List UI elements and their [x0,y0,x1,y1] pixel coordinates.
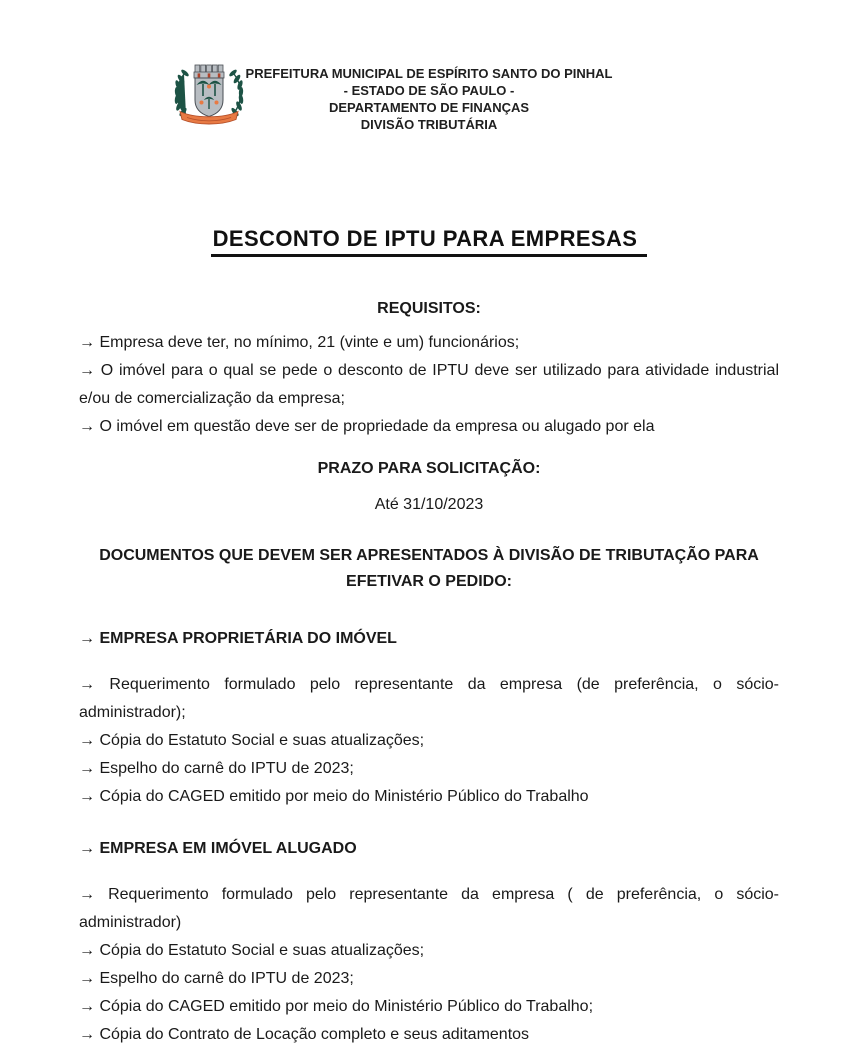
org-line-3: DEPARTAMENTO DE FINANÇAS [328,100,530,115]
document-item: → Cópia do Contrato de Locação completo e seus aditamentos [79,1026,530,1043]
document-header [79,0,779,190]
document-item: → Cópia do CAGED emitido por meio do Ministério Público do Trabalho [79,788,589,805]
document-title: DESCONTO DE IPTU PARA EMPRESAS [211,226,648,257]
subsection-heading-empresa-alugado: → EMPRESA EM IMÓVEL ALUGADO [79,840,357,857]
deadline-value: Até 31/10/2023 [374,496,484,513]
requirement-item: → O imóvel em questão deve ser de propriedade da empresa ou alugado por ela [79,418,655,435]
shield [195,78,223,117]
document-item: → Cópia do Estatuto Social e suas atualizações; [79,732,425,749]
document-item: → Espelho do carnê do IPTU de 2023; [79,760,354,777]
document-item: → Cópia do Estatuto Social e suas atualizações; [79,942,425,959]
document-item: → Espelho do carnê do IPTU de 2023; [79,970,354,987]
document-item: → Requerimento formulado pelo representante da empresa (de preferência, o sócio-administrador); [79,676,779,721]
empresa-proprietaria-list [79,671,779,811]
section-heading-prazo: PRAZO PARA SOLICITAÇÃO: [317,460,541,477]
org-line-2: - ESTADO DE SÃO PAULO - [343,83,515,98]
org-line-1: PREFEITURA MUNICIPAL DE ESPÍRITO SANTO DO PINHAL [245,66,613,81]
document-item: → Requerimento formulado pelo representante da empresa ( de preferência, o sócio-administrador) [79,886,779,931]
org-line-4: DIVISÃO TRIBUTÁRIA [360,117,498,132]
subsection-heading-empresa-proprietaria: → EMPRESA PROPRIETÁRIA DO IMÓVEL [79,630,397,647]
section-heading-requisitos: REQUISITOS: [377,300,481,317]
laurel-left-branch [174,69,190,118]
section-heading-documentos: DOCUMENTOS QUE DEVEM SER APRESENTADOS À DIVISÃO DE TRIBUTAÇÃO PARA EFETIVAR O PEDIDO: [99,547,759,590]
requisitos-list [79,329,779,441]
requirement-item: → Empresa deve ter, no mínimo, 21 (vinte e um) funcionários; [79,334,520,351]
municipal-coat-of-arms-icon [169,62,249,126]
document-item: → Cópia do CAGED emitido por meio do Ministério Público do Trabalho; [79,998,594,1015]
mural-crown [194,65,224,78]
requirement-item: → O imóvel para o qual se pede o desconto de IPTU deve ser utilizado para atividade industrial e/ou de comercialização da empresa; [79,362,779,407]
laurel-right-branch [228,69,244,118]
empresa-alugado-list [79,881,779,1049]
